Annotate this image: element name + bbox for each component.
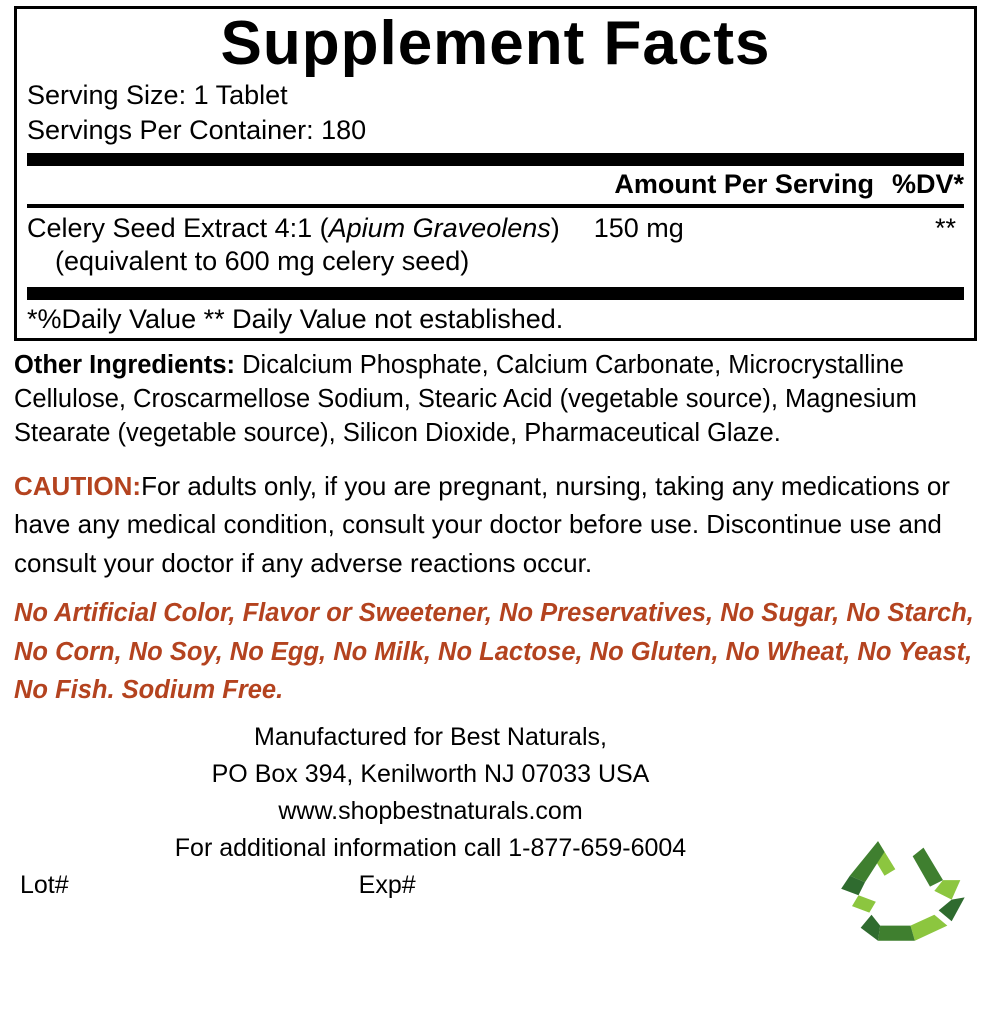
table-header-row [27,166,964,204]
divider-thick-top [27,153,964,166]
table-row [27,208,964,244]
supplement-facts-panel [14,6,977,341]
nutrient-daily-value: ** [934,213,956,244]
page-title: Supplement Facts [220,9,771,78]
manufacturer-name: Manufactured for Best Naturals, [254,723,607,752]
servings-per-container: Servings Per Container: 180 [27,114,367,145]
nutrient-name [27,213,560,244]
lot-number-label: Lot# [20,871,69,900]
daily-value-footnote: *%Daily Value ** Daily Value not established. [27,304,564,335]
nutrient-amount: 150 mg [593,213,684,244]
nutrient-name-prefix: Celery Seed Extract 4:1 ( [27,213,329,244]
caution-text: For adults only, if you are pregnant, nursing, taking any medications or have any medical condition, consult your doctor before use. Discontinue use and consult your doctor if any adverse reactions occur. [14,470,950,578]
caution-label: CAUTION: [14,470,142,501]
other-ingredients-label: Other Ingredients: [14,351,236,380]
recycle-icon [839,832,969,952]
caution-statement [14,467,977,582]
other-ingredients-text: Dicalcium Phosphate, Calcium Carbonate, Microcrystalline Cellulose, Croscarmellose Sodium, Stearic Acid (vegetable source), Magnesium Stearate (vegetable source), Silicon Dioxide, Pharmaceutical Glaze. [14,351,917,447]
free-from-claims: No Artificial Color, Flavor or Sweetener, No Preservatives, No Sugar, No Starch, No Corn, No Soy, No Egg, No Milk, No Lactose, No Gluten, No Wheat, No Yeast, No Fish. Sodium Free. [14,599,974,704]
manufacturer-block [14,719,977,867]
manufacturer-address: PO Box 394, Kenilworth NJ 07033 USA [211,760,650,789]
batch-row [14,871,977,900]
manufacturer-website[interactable]: www.shopbestnaturals.com [278,797,583,826]
expiry-label: Exp# [358,871,416,900]
nutrient-name-suffix: ) [550,213,560,244]
nutrient-latin-name: Apium Graveolens [328,213,551,244]
serving-size: Serving Size: 1 Tablet [27,80,288,111]
divider-thick-bottom [27,287,964,300]
amount-per-serving-header: Amount Per Serving [614,169,874,200]
other-ingredients [14,349,977,451]
nutrient-equivalent-note: (equivalent to 600 mg celery seed) [55,246,470,277]
manufacturer-phone: For additional information call 1-877-659-6004 [174,834,687,863]
daily-value-header: %DV* [891,169,964,200]
